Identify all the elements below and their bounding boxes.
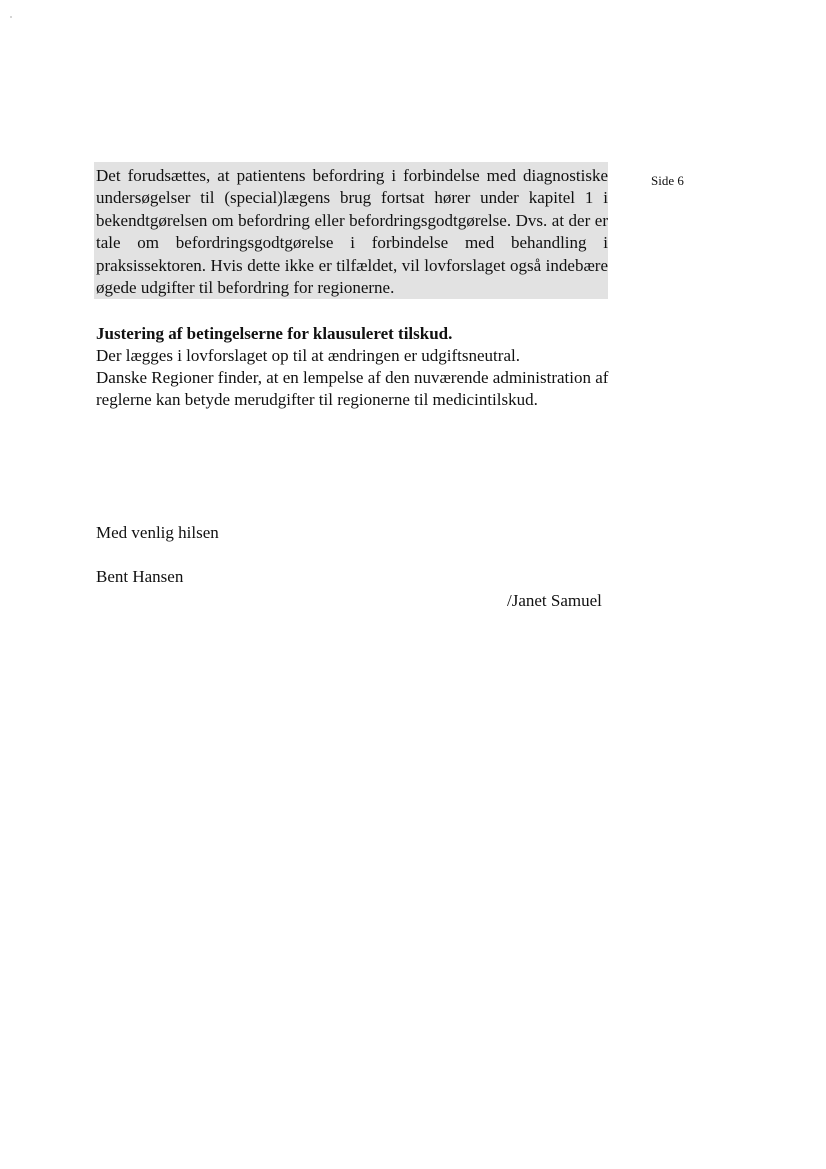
section-klausuleret-tilskud: [96, 323, 636, 411]
section-line: reglerne kan betyde merudgifter til regionerne til medicintilskud.: [96, 390, 538, 409]
section-line: Der lægges i lovforslaget op til at ændringen er udgiftsneutral.: [96, 346, 520, 365]
section-line: Danske Regioner finder, at en lempelse af den nuværende administration af: [96, 368, 609, 387]
signer-name: /Janet Samuel: [507, 591, 602, 610]
page-number-label: Side 6: [651, 173, 684, 188]
closing-greeting: Med venlig hilsen: [96, 523, 219, 542]
highlighted-paragraph: Det forudsættes, at patientens befordring i forbindelse med diagnostiske undersøgelser til (special)lægens brug fortsat hører under kapitel 1 i bekendtgørelsen om befordring eller befordringsgodtgørelse. Dvs. at der er tale om befordringsgodtgørelse i forbindelse med behandling i praksissektoren. Hvis dette ikke er tilfældet, vil lovforslaget også indebære øgede udgifter til befordring for regionerne.: [96, 166, 608, 298]
section-heading: Justering af betingelserne for klausuleret tilskud.: [96, 324, 453, 343]
scan-speck: [10, 16, 12, 18]
signer-name: Bent Hansen: [96, 567, 184, 586]
